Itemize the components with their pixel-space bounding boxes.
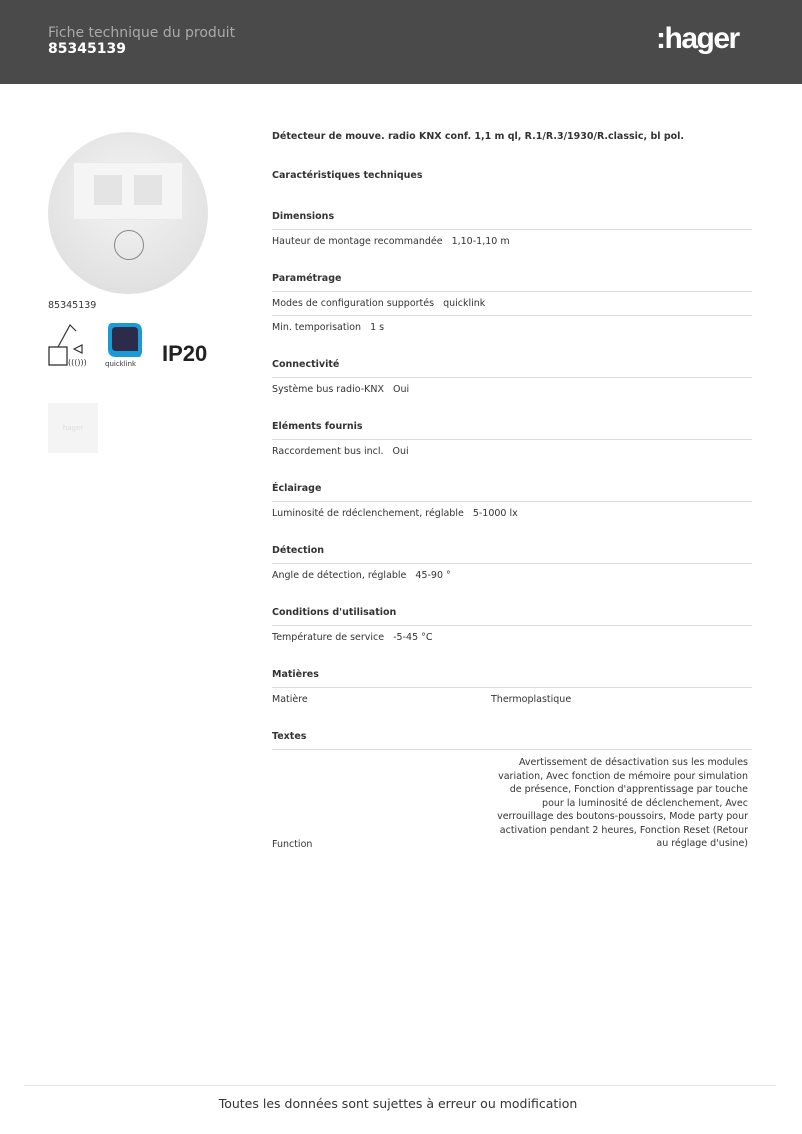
spec-label: Luminosité de rdéclenchement, réglable xyxy=(272,508,464,519)
spec-section xyxy=(272,359,752,401)
spec-row xyxy=(272,378,752,401)
spec-value: 45-90 ° xyxy=(415,570,451,581)
spec-section-heading: Conditions d'utilisation xyxy=(272,607,752,626)
spec-section-heading: Textes xyxy=(272,731,752,750)
spec-content xyxy=(272,131,752,876)
spec-row xyxy=(272,502,752,525)
spec-section-heading: Détection xyxy=(272,545,752,564)
product-image xyxy=(48,132,208,294)
svg-text:quicklink: quicklink xyxy=(105,360,137,368)
thumbnail-image[interactable]: hager xyxy=(48,403,98,453)
spec-value: Oui xyxy=(392,446,409,457)
spec-row xyxy=(272,315,752,339)
header-subtitle: Fiche technique du produit xyxy=(48,25,236,41)
spec-section xyxy=(272,273,752,339)
quicklink-icon xyxy=(104,319,146,369)
spec-section xyxy=(272,545,752,587)
spec-row xyxy=(272,750,752,856)
spec-section-heading: Matières xyxy=(272,669,752,688)
spec-section xyxy=(272,669,752,711)
spec-value: 1 s xyxy=(370,322,385,333)
product-title: Détecteur de mouve. radio KNX conf. 1,1 m ql, R.1/R.3/1930/R.classic, bl pol. xyxy=(272,131,685,142)
sensor-lens xyxy=(73,162,183,220)
spec-row xyxy=(272,688,752,711)
spec-section xyxy=(272,211,752,253)
spec-label: Modes de configuration supportés xyxy=(272,298,435,309)
spec-section-heading: Paramétrage xyxy=(272,273,752,292)
header-product-code: 85345139 xyxy=(48,41,126,57)
spec-value: Avertissement de désactivation sus les modules variation, Avec fonction de mémoire pour simulation de présence, Fonction d'apprentissage par touche pour la luminosité de déclenchement, Avec verrouillage des boutons-poussoirs, Mode party pour activation pendant 2 heures, Fonction Reset (Retour au réglage d'usine) xyxy=(497,757,748,849)
ip-rating: IP20 xyxy=(162,341,208,366)
section-title: Caractéristiques techniques xyxy=(272,170,423,181)
spec-label: Système bus radio-KNX xyxy=(272,384,384,395)
spec-row xyxy=(272,230,752,253)
spec-value: 1,10-1,10 m xyxy=(451,236,510,247)
spec-label: Raccordement bus incl. xyxy=(272,446,384,457)
spec-section-heading: Connectivité xyxy=(272,359,752,378)
spec-section-heading: Éclairage xyxy=(272,483,752,502)
footer-divider xyxy=(24,1085,776,1086)
svg-text:((())): ((())) xyxy=(68,358,87,367)
spec-section xyxy=(272,607,752,649)
footer-disclaimer: Toutes les données sont sujettes à erreur ou modification xyxy=(218,1096,578,1111)
spec-row xyxy=(272,564,752,587)
spec-label: Function xyxy=(272,838,313,850)
spec-row xyxy=(272,626,752,649)
spec-label: Hauteur de montage recommandée xyxy=(272,236,443,247)
spec-label: Matière xyxy=(272,694,308,705)
spec-value: 5-1000 lx xyxy=(472,508,518,519)
radio-device-icon xyxy=(48,319,100,369)
spec-section xyxy=(272,483,752,525)
spec-value: quicklink xyxy=(443,298,486,309)
product-code: 85345139 xyxy=(48,300,97,311)
spec-label: Angle de détection, réglable xyxy=(272,570,407,581)
spec-section xyxy=(272,421,752,463)
page-header xyxy=(0,0,802,84)
spec-section xyxy=(272,731,752,856)
sensor-button xyxy=(114,230,144,260)
spec-section-heading: Eléments fournis xyxy=(272,421,752,440)
product-sidebar xyxy=(48,132,218,453)
spec-label: Min. temporisation xyxy=(272,322,362,333)
spec-label: Température de service xyxy=(272,632,385,643)
spec-row xyxy=(272,440,752,463)
hager-logo: :hager xyxy=(656,22,739,55)
spec-section-heading: Dimensions xyxy=(272,211,752,230)
certification-icons xyxy=(48,319,218,369)
spec-value: Oui xyxy=(392,384,410,395)
spec-value: Thermoplastique xyxy=(491,694,572,705)
spec-value: -5-45 °C xyxy=(393,632,433,643)
spec-row xyxy=(272,292,752,315)
